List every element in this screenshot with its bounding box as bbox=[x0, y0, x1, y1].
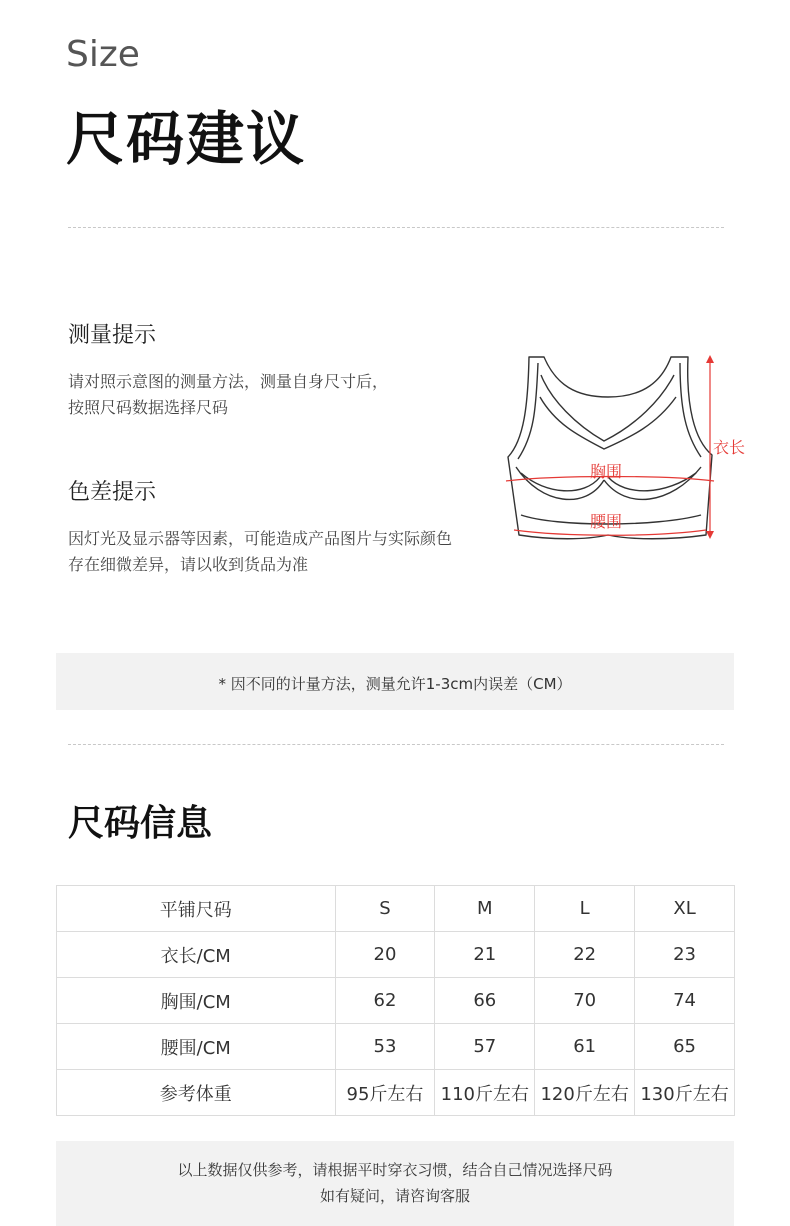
table-cell: 65 bbox=[635, 1024, 735, 1070]
divider bbox=[68, 227, 724, 228]
color-tips-line1: 因灯光及显示器等因素，可能造成产品图片与实际颜色 bbox=[68, 529, 453, 548]
table-cell: 20 bbox=[335, 932, 435, 978]
bra-measurement-diagram bbox=[496, 345, 756, 550]
measurement-notice-text: * 因不同的计量方法，测量允许1-3cm内误差（CM） bbox=[218, 675, 572, 693]
color-tips-heading: 色差提示 bbox=[68, 480, 157, 505]
table-header-cell: XL bbox=[635, 886, 735, 932]
length-arrow-top bbox=[706, 355, 714, 363]
size-table bbox=[56, 885, 735, 1116]
table-cell: 74 bbox=[635, 978, 735, 1024]
table-cell: 61 bbox=[535, 1024, 635, 1070]
table-row bbox=[57, 1070, 735, 1116]
measure-tips-line2: 按照尺码数据选择尺码 bbox=[68, 398, 229, 417]
measure-tips-text bbox=[68, 369, 388, 421]
footer-note bbox=[56, 1141, 734, 1226]
chest-label: 胸围 bbox=[590, 462, 623, 481]
page-title: 尺码建议 bbox=[66, 105, 307, 173]
footer-note-text bbox=[56, 1141, 734, 1209]
table-cell: 70 bbox=[535, 978, 635, 1024]
color-tips-text bbox=[68, 526, 452, 578]
table-cell: 23 bbox=[635, 932, 735, 978]
measurement-notice bbox=[56, 653, 734, 710]
table-cell: 胸围/CM bbox=[57, 978, 336, 1024]
table-cell: 53 bbox=[335, 1024, 435, 1070]
measure-tips-line1: 请对照示意图的测量方法，测量自身尺寸后， bbox=[68, 372, 389, 391]
table-cell: 57 bbox=[435, 1024, 535, 1070]
table-cell: 95斤左右 bbox=[335, 1070, 435, 1116]
table-header-cell: S bbox=[335, 886, 435, 932]
table-cell: 110斤左右 bbox=[435, 1070, 535, 1116]
table-cell: 21 bbox=[435, 932, 535, 978]
footer-line1: 以上数据仅供参考，请根据平时穿衣习惯，结合自己情况选择尺码 bbox=[177, 1161, 613, 1179]
table-row bbox=[57, 1024, 735, 1070]
measure-tips-heading: 测量提示 bbox=[68, 323, 157, 348]
length-arrow-bottom bbox=[706, 531, 714, 539]
table-cell: 衣长/CM bbox=[57, 932, 336, 978]
table-header-cell: M bbox=[435, 886, 535, 932]
table-cell: 62 bbox=[335, 978, 435, 1024]
table-cell: 腰围/CM bbox=[57, 1024, 336, 1070]
divider bbox=[68, 744, 724, 745]
table-cell: 参考体重 bbox=[57, 1070, 336, 1116]
color-tips-line2: 存在细微差异，请以收到货品为准 bbox=[68, 555, 309, 574]
table-row bbox=[57, 932, 735, 978]
waist-label: 腰围 bbox=[590, 512, 623, 531]
length-label: 衣长 bbox=[713, 438, 746, 457]
table-header-row bbox=[57, 886, 735, 932]
footer-line2: 如有疑问，请咨询客服 bbox=[319, 1187, 470, 1205]
table-cell: 120斤左右 bbox=[535, 1070, 635, 1116]
table-cell: 22 bbox=[535, 932, 635, 978]
table-cell: 66 bbox=[435, 978, 535, 1024]
neckline-trim bbox=[541, 375, 674, 441]
table-cell: 130斤左右 bbox=[635, 1070, 735, 1116]
size-info-heading: 尺码信息 bbox=[68, 803, 213, 844]
table-row bbox=[57, 978, 735, 1024]
size-title-en: Size bbox=[66, 34, 140, 75]
cup-left-inner bbox=[521, 473, 600, 491]
table-header-cell: L bbox=[535, 886, 635, 932]
table-header-cell: 平铺尺码 bbox=[57, 886, 336, 932]
